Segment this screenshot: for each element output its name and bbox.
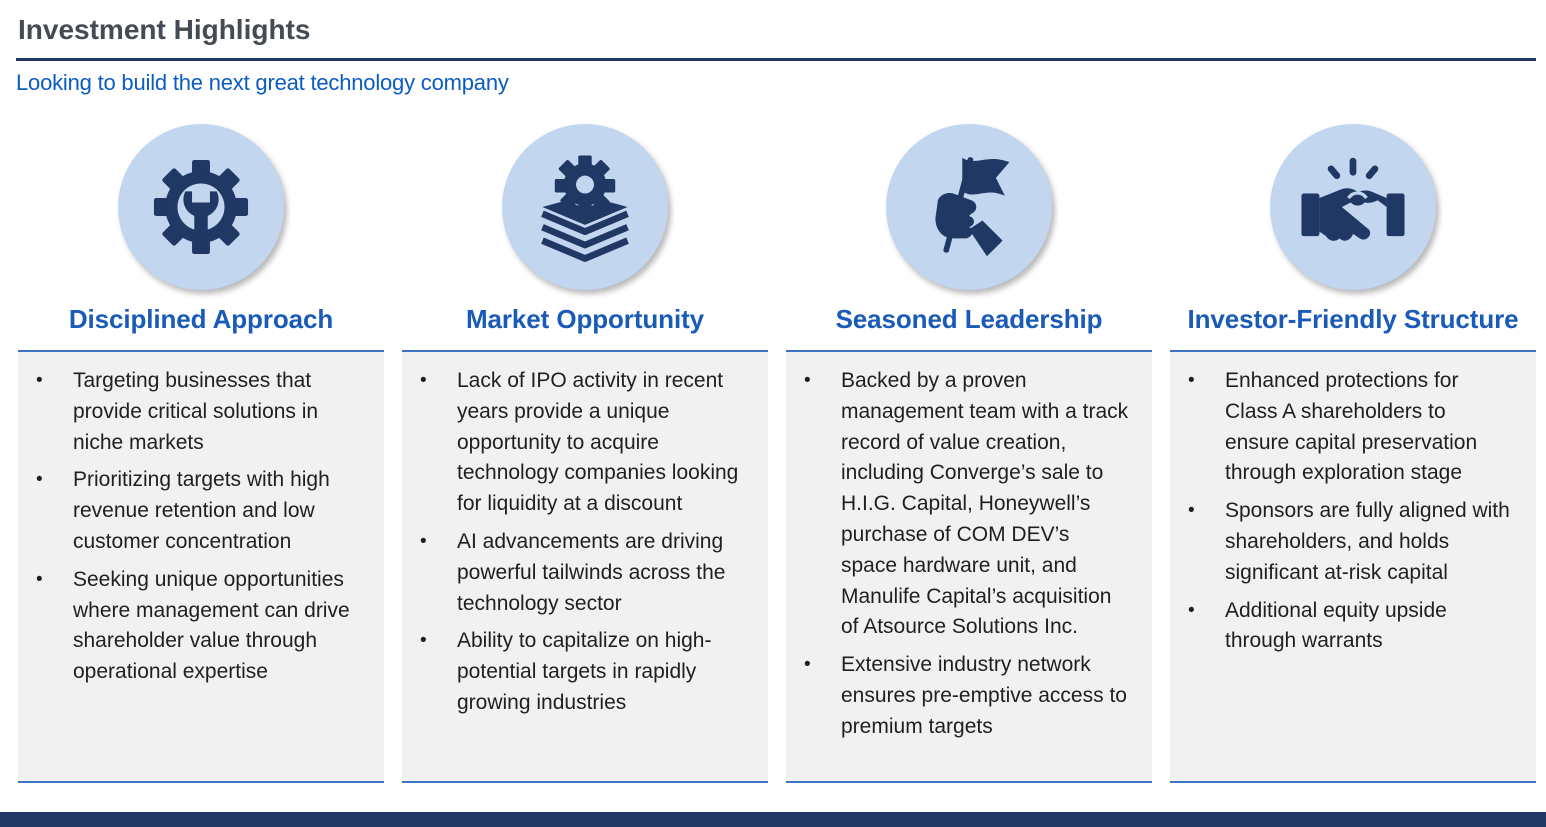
bullet-item: • Sponsors are fully aligned with shareholders, and holds significant at-risk capital [1188, 496, 1514, 588]
bullet-item: • Seeking unique opportunities where management can drive shareholder value through operational expertise [36, 565, 362, 688]
handshake-icon [1297, 151, 1409, 263]
bullet-item: • Additional equity upside through warrants [1188, 596, 1514, 658]
column-heading: Disciplined Approach [68, 304, 334, 334]
column-heading: Investor-Friendly Structure [1187, 304, 1519, 334]
column-heading: Market Opportunity [466, 304, 704, 334]
column-heading: Seasoned Leadership [835, 304, 1103, 334]
gear-wrench-icon [145, 151, 257, 263]
hand-flag-icon [913, 151, 1025, 263]
bullet-card [1170, 350, 1536, 783]
highlight-column-seasoned-leadership [786, 122, 1152, 784]
title-divider [16, 58, 1536, 61]
bullet-item: • Lack of IPO activity in recent years provide a unique opportunity to acquire technology companies looking for liquidity at a discount [420, 366, 746, 520]
bullet-item: • Prioritizing targets with high revenue retention and low customer concentration [36, 465, 362, 557]
layered-gear-icon [529, 151, 641, 263]
page-title: Investment Highlights [18, 14, 311, 45]
footer-bar [0, 812, 1546, 827]
bullet-card [18, 350, 384, 783]
bullet-item: • Backed by a proven management team with a track record of value creation, including Converge’s sale to H.I.G. Capital, Honeywell’s purchase of COM DEV’s space hardware unit, and Manulife Capital’s acquisition of Atsource Solutions Inc. [804, 366, 1130, 643]
icon-badge [502, 124, 668, 290]
bullet-card [786, 350, 1152, 783]
bullet-item: • Ability to capitalize on high-potential targets in rapidly growing industries [420, 626, 746, 718]
page-subtitle: Looking to build the next great technology company [16, 70, 509, 95]
bullet-item: • AI advancements are driving powerful tailwinds across the technology sector [420, 527, 746, 619]
icon-badge [886, 124, 1052, 290]
icon-badge [1270, 124, 1436, 290]
bullet-item: • Targeting businesses that provide critical solutions in niche markets [36, 366, 362, 458]
highlight-column-market-opportunity [402, 122, 768, 784]
icon-badge [118, 124, 284, 290]
bullet-card [402, 350, 768, 783]
highlight-column-investor-friendly-structure [1170, 122, 1536, 784]
bullet-item: • Extensive industry network ensures pre-emptive access to premium targets [804, 650, 1130, 742]
highlight-column-disciplined-approach [18, 122, 384, 784]
bullet-item: • Enhanced protections for Class A shareholders to ensure capital preservation through exploration stage [1188, 366, 1514, 489]
